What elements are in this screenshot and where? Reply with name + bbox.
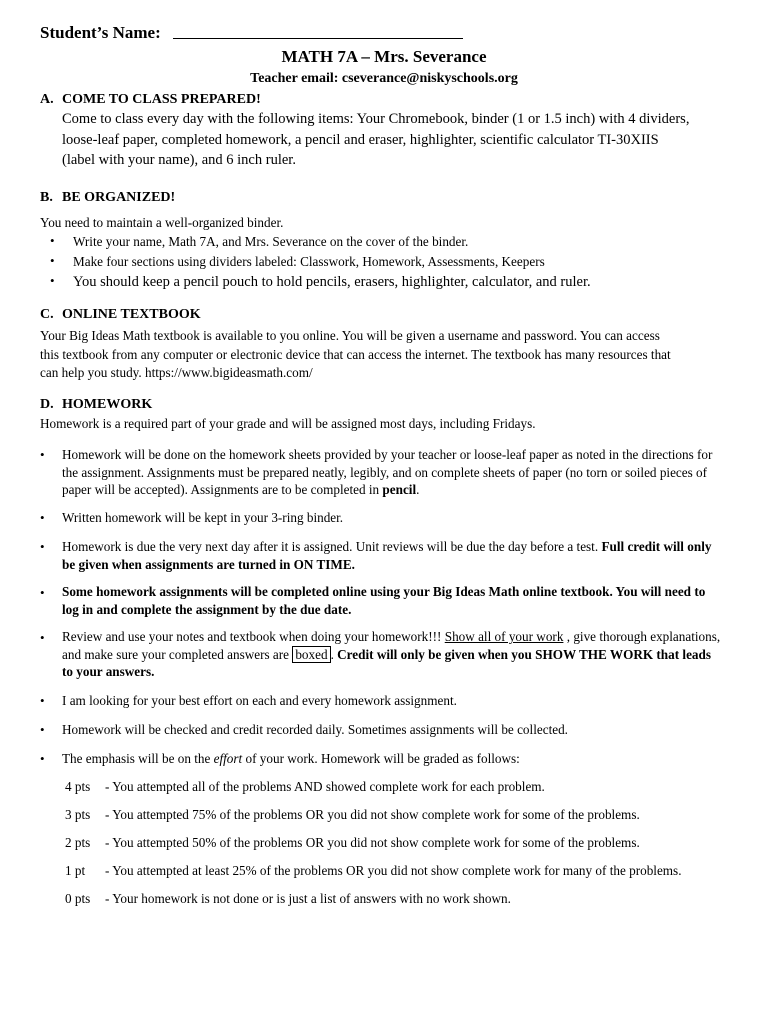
grading-row: 0 pts - Your homework is not done or is just a list of answers with no work shown. <box>65 891 511 906</box>
bullet-dot: • <box>50 233 55 248</box>
bullet-dot: • <box>40 447 45 462</box>
student-name-row <box>40 22 463 43</box>
section-d-heading: D. HOMEWORK <box>40 397 153 412</box>
homework-bullet-3: Homework is due the very next day after it is assigned. Unit reviews will be due the day before a test. Full credit will only be given when assignments are turned in ON TIME. <box>62 539 712 572</box>
section-c-line-2: this textbook from any computer or electronic device that can access the internet. The textbook has many resources that <box>40 346 671 362</box>
grading-row: 4 pts - You attempted all of the problems AND showed complete work for each problem. <box>65 779 545 794</box>
boxed-word: boxed <box>292 646 330 663</box>
section-a-line-1: Come to class every day with the following items: Your Chromebook, binder (1 or 1.5 inch) with 4 dividers, <box>62 111 690 127</box>
bullet-dot: • <box>40 585 45 600</box>
section-a-line-2: loose-leaf paper, completed homework, a pencil and eraser, highlighter, scientific calculator TI-30XIIS <box>62 131 659 148</box>
course-title: MATH 7A – Mrs. Severance <box>281 47 487 66</box>
homework-bullet-5: Review and use your notes and textbook when doing your homework!!! Show all of your work , give thorough explanations, and make sure your completed answers are boxed . Credit will only be given when you SHOW THE WORK that leads to your answers. <box>62 629 721 679</box>
section-b-heading: B. BE ORGANIZED! <box>40 190 176 205</box>
homework-bullet-2: Written homework will be kept in your 3-ring binder. <box>62 510 344 525</box>
student-name-blank <box>173 22 463 39</box>
section-b-bullet-1: Write your name, Math 7A, and Mrs. Severance on the cover of the binder. <box>73 234 469 249</box>
section-b-bullet-2: Make four sections using dividers labeled: Classwork, Homework, Assessments, Keepers <box>73 254 545 269</box>
section-b-intro: You need to maintain a well-organized binder. <box>40 215 284 230</box>
grading-row: 2 pts - You attempted 50% of the problems OR you did not show complete work for some of the problems. <box>65 835 640 850</box>
student-name-label: Student’s Name: <box>40 23 161 42</box>
bullet-dot: • <box>40 693 45 708</box>
bullet-dot: • <box>40 630 45 645</box>
section-a-heading: A. COME TO CLASS PREPARED! <box>40 92 261 107</box>
grading-row: 1 pt - You attempted at least 25% of the problems OR you did not show complete work for many of the problems. <box>65 863 682 878</box>
homework-bullet-6: I am looking for your best effort on each and every homework assignment. <box>62 693 457 708</box>
homework-bullet-1: Homework will be done on the homework sheets provided by your teacher or loose-leaf paper as noted in the directions for the assignment. Assignments must be prepared neatly, legibly, and on complete sheets of paper (no torn or soiled pieces of paper will be accepted). Assignments are to be completed in pencil. <box>62 447 713 497</box>
bullet-dot: • <box>40 722 45 737</box>
section-c-heading: C. ONLINE TEXTBOOK <box>40 307 201 322</box>
section-c-line-3: can help you study. https://www.bigideasmath.com/ <box>40 365 313 380</box>
bullet-dot: • <box>50 273 55 288</box>
teacher-email: Teacher email: cseverance@niskyschools.org <box>250 71 518 86</box>
bullet-dot: • <box>40 510 45 525</box>
homework-bullet-7: Homework will be checked and credit recorded daily. Sometimes assignments will be collected. <box>62 722 568 737</box>
bullet-dot: • <box>40 751 45 766</box>
homework-bullet-8: The emphasis will be on the effort of your work. Homework will be graded as follows: <box>62 751 520 766</box>
homework-bullet-4: Some homework assignments will be completed online using your Big Ideas Math online textbook. You will need to log in and complete the assignment by the due date. <box>62 584 706 617</box>
section-b-bullet-3: You should keep a pencil pouch to hold pencils, erasers, highlighter, calculator, and ruler. <box>73 274 591 290</box>
section-c-line-1: Your Big Ideas Math textbook is available to you online. You will be given a username and password. You can access <box>40 328 660 343</box>
grading-row: 3 pts - You attempted 75% of the problems OR you did not show complete work for some of the problems. <box>65 807 640 822</box>
bullet-dot: • <box>50 253 55 268</box>
section-a-line-3: (label with your name), and 6 inch ruler. <box>62 152 296 168</box>
bullet-dot: • <box>40 539 45 554</box>
section-d-intro: Homework is a required part of your grade and will be assigned most days, including Fridays. <box>40 416 536 431</box>
